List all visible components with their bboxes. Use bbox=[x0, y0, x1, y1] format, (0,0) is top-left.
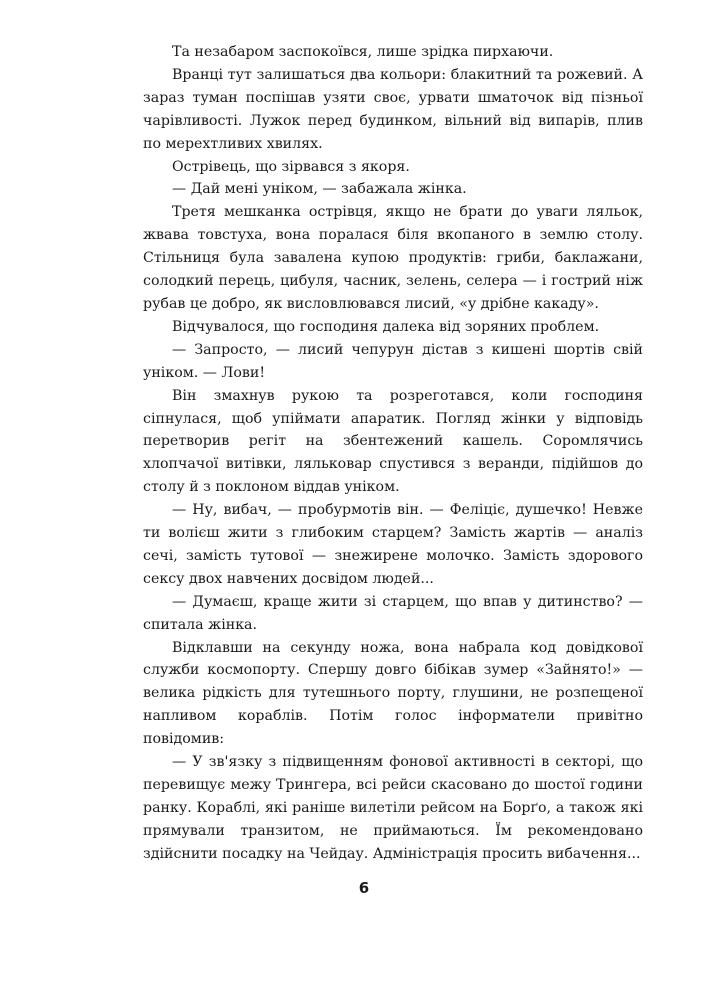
paragraph: — Дай мені унiком, — забажала жінка. bbox=[172, 181, 467, 198]
paragraph: Він змахнув рукою та розреготався, коли господиня сіпнулася, щоб упіймати апаратик. Погляд жінки у відповідь перетворив регіт на збентежений кашель. Соромлячись хлопчачої витівки, ляльковар спустився з веранди, підійшов до столу й з поклоном віддав унiком. bbox=[143, 387, 643, 496]
paragraph: Третя мешканка острівця, якщо не брати до уваги ляльок, жвава товстуха, вона поралася біля вкопаного в землю столу. Стільниця була завалена купою продуктів: гриби, баклажани, солодкий перець, цибуля, часник, зелень, селера — і гострий ніж рубав це добро, як висловлювався лисий, «у дрібне какаду». bbox=[143, 204, 643, 312]
paragraph: Острівець, що зірвався з якоря. bbox=[172, 158, 410, 175]
paragraph: Відчувалося, що господиня далека від зоряних проблем. bbox=[172, 318, 600, 335]
paragraph: — Ну, вибач, — пробурмотів він. — Феліціє, душечко! Невже ти волієш жити з глибоким старцем? Замість жартів — аналіз сечі, замість тутової — знежирене молочко. Замість здорового сексу двох навчених досвідом людей... bbox=[143, 502, 643, 587]
paragraph: — Думаєш, краще жити зі старцем, що впав у дитинство? — спитала жінка. bbox=[143, 593, 643, 633]
paragraph: Відклавши на секунду ножа, вона набрала код довідкової служби космопорту. Спершу довго бібікав зумер «Зайнято!» — велика рідкість для тутешнього порту, глушини, не розпещеної напливом кораблів. Потім голос інформатели привітно повідомив: bbox=[143, 639, 643, 748]
paragraph: — Запросто, — лисий чепурун дістав з кишені шортів свій унiком. — Лови! bbox=[143, 341, 643, 381]
page-number: 6 bbox=[358, 879, 370, 897]
paragraph: Та незабаром заспокоївся, лише зрідка пирхаючи. bbox=[172, 44, 554, 60]
paragraph: Вранці тут залишаться два кольори: блакитний та рожевий. А зараз туман поспішав узяти своє, урвати шматочок від пізньої чарівливості. Лужок перед будинком, вільний від випарів, плив по мерехтливих хвилях. bbox=[143, 66, 643, 152]
paragraph: — У зв'язку з підвищенням фонової активності в секторі, що перевищує межу Трингера, всі рейси скасовано до шостої години ранку. Кораблі, які раніше вилетіли рейсом на Борґо, а також які прямували транзитом, не приймаються. Їм рекомендовано здійснити посадку на Чейдау. Адміністрація просить вибачення... bbox=[143, 754, 643, 862]
body-text bbox=[143, 41, 643, 866]
